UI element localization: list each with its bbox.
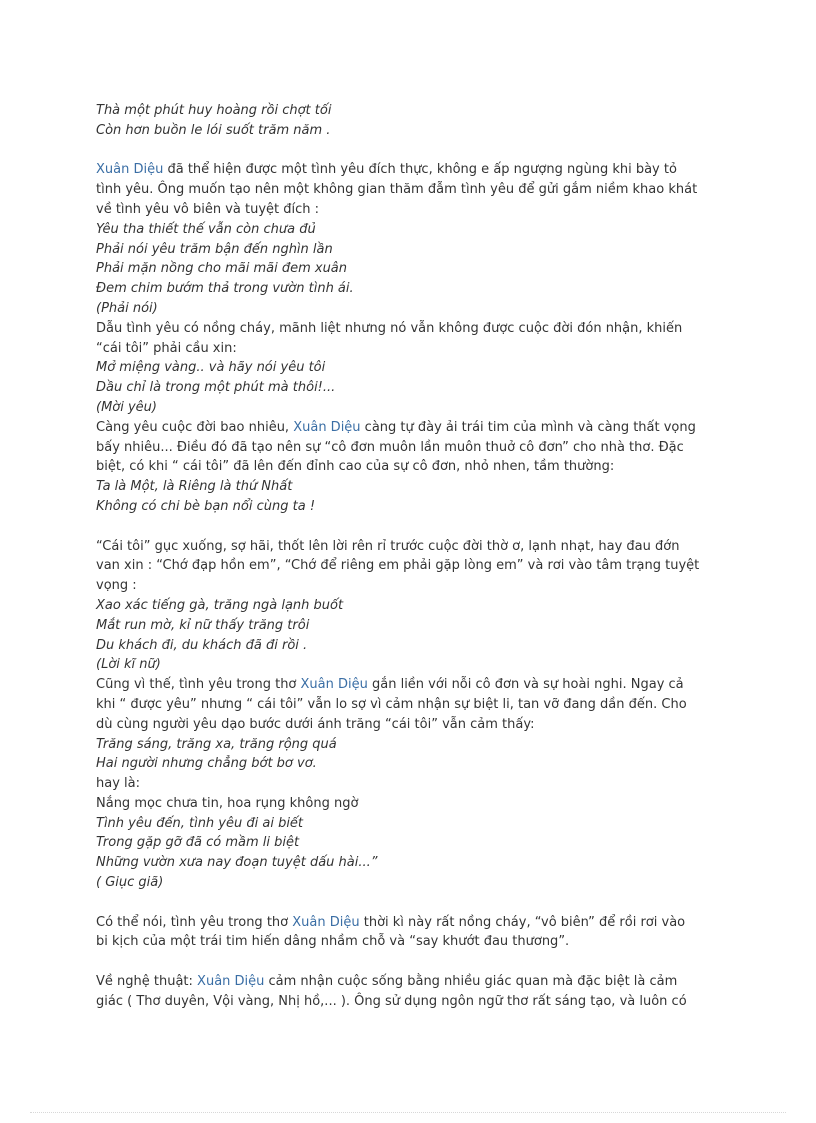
author-link[interactable]: Xuân Diệu bbox=[197, 974, 265, 990]
poem-line bbox=[96, 240, 726, 260]
text-span: (Mời yêu) bbox=[96, 399, 157, 415]
text-span: (Phải nói) bbox=[96, 300, 158, 316]
poem-line bbox=[96, 853, 726, 873]
author-link[interactable]: Xuân Diệu bbox=[292, 914, 360, 930]
text-span: Cũng vì thế, tình yêu trong thơ bbox=[96, 677, 301, 693]
text-line bbox=[96, 695, 726, 715]
text-span: Còn hơn buồn le lói suốt trăm năm . bbox=[96, 122, 331, 138]
paragraph-gap bbox=[96, 517, 726, 537]
page-bottom-divider bbox=[30, 1112, 786, 1113]
text-span: van xin : “Chớ đạp hồn em”, “Chớ để riêng em phải gặp lòng em” và rơi vào tâm trạng tuyệt bbox=[96, 558, 700, 574]
text-span: về tình yêu vô biên và tuyệt đích : bbox=[96, 201, 320, 217]
paragraph-gap bbox=[96, 952, 726, 972]
paragraph-gap bbox=[96, 893, 726, 913]
text-span: Trong gặp gỡ đã có mầm li biệt bbox=[96, 835, 300, 851]
text-span: tình yêu. Ông muốn tạo nên một không gian thăm đẫm tình yêu để gửi gắm niềm khao khát bbox=[96, 182, 698, 198]
text-span: Càng yêu cuộc đời bao nhiêu, bbox=[96, 419, 294, 435]
text-span: Không có chi bè bạn nổi cùng ta ! bbox=[96, 498, 316, 514]
text-span: Xao xác tiếng gà, trăng ngà lạnh buốt bbox=[96, 597, 344, 613]
text-span: Tình yêu đến, tình yêu đi ai biết bbox=[96, 815, 304, 831]
text-line bbox=[96, 319, 726, 339]
poem-line bbox=[96, 279, 726, 299]
author-link[interactable]: Xuân Diệu bbox=[300, 677, 368, 693]
text-span: biệt, có khi “ cái tôi” đã lên đến đỉnh cao của sự cô đơn, nhỏ nhen, tầm thường: bbox=[96, 459, 615, 475]
text-line bbox=[96, 418, 726, 438]
text-line bbox=[96, 913, 726, 933]
author-link[interactable]: Xuân Diệu bbox=[96, 162, 164, 178]
text-span: giác ( Thơ duyên, Vội vàng, Nhị hồ,... ). Ông sử dụng ngôn ngữ thơ rất sáng tạo, và luôn có bbox=[96, 993, 687, 1009]
text-line bbox=[96, 339, 726, 359]
text-span: “Cái tôi” gục xuống, sợ hãi, thốt lên lời rên rỉ trước cuộc đời thờ ơ, lạnh nhạt, hay đau đớn bbox=[96, 538, 680, 554]
text-span: Phải nói yêu trăm bận đến nghìn lần bbox=[96, 241, 333, 257]
poem-line bbox=[96, 497, 726, 517]
text-line bbox=[96, 774, 726, 794]
text-line bbox=[96, 160, 726, 180]
text-span: Mắt run mờ, kỉ nữ thấy trăng trôi bbox=[96, 617, 310, 633]
text-line bbox=[96, 972, 726, 992]
text-span: bi kịch của một trái tim hiến dâng nhầm chỗ và “say khướt đau thương”. bbox=[96, 934, 570, 950]
text-line bbox=[96, 794, 726, 814]
text-span: vọng : bbox=[96, 578, 137, 594]
text-span: hay là: bbox=[96, 776, 140, 792]
text-span: Dầu chỉ là trong một phút mà thôi!... bbox=[96, 380, 336, 396]
text-line bbox=[96, 537, 726, 557]
text-span: Trăng sáng, trăng xa, trăng rộng quá bbox=[96, 736, 337, 752]
text-span: Du khách đi, du khách đã đi rồi . bbox=[96, 637, 308, 653]
text-line bbox=[96, 932, 726, 952]
text-line bbox=[96, 992, 726, 1012]
text-line bbox=[96, 715, 726, 735]
text-span: càng tự đày ải trái tim của mình và càng thất vọng bbox=[360, 419, 696, 435]
document-body bbox=[96, 101, 726, 1012]
poem-line bbox=[96, 121, 726, 141]
text-line bbox=[96, 200, 726, 220]
author-link[interactable]: Xuân Diệu bbox=[293, 419, 361, 435]
poem-line bbox=[96, 833, 726, 853]
poem-line bbox=[96, 596, 726, 616]
poem-line bbox=[96, 873, 726, 893]
text-span: gắn liền với nỗi cô đơn và sự hoài nghi. Ngay cả bbox=[367, 677, 684, 693]
text-span: Thà một phút huy hoàng rồi chợt tối bbox=[96, 103, 332, 118]
poem-line bbox=[96, 220, 726, 240]
text-span: Nắng mọc chưa tin, hoa rụng không ngờ bbox=[96, 795, 359, 811]
text-span: Đem chim bướm thả trong vườn tình ái. bbox=[96, 281, 354, 297]
poem-line bbox=[96, 735, 726, 755]
poem-line bbox=[96, 101, 726, 121]
poem-line bbox=[96, 398, 726, 418]
text-span: cảm nhận cuộc sống bằng nhiều giác quan mà đặc biệt là cảm bbox=[264, 974, 678, 990]
text-span: thời kì này rất nồng cháy, “vô biên” để rồi rơi vào bbox=[359, 914, 686, 930]
text-span: bấy nhiêu... Điều đó đã tạo nên sự “cô đơn muôn lần muôn thuở cô đơn” cho nhà thơ. Đặc bbox=[96, 439, 684, 455]
poem-line bbox=[96, 378, 726, 398]
text-line bbox=[96, 576, 726, 596]
poem-line bbox=[96, 358, 726, 378]
text-span: “cái tôi” phải cầu xin: bbox=[96, 340, 237, 356]
text-line bbox=[96, 457, 726, 477]
text-span: Dẫu tình yêu có nồng cháy, mãnh liệt nhưng nó vẫn không được cuộc đời đón nhận, khiến bbox=[96, 320, 683, 336]
text-span: đã thể hiện được một tình yêu đích thực, không e ấp ngượng ngùng khi bày tỏ bbox=[163, 162, 677, 178]
poem-line bbox=[96, 477, 726, 497]
poem-line bbox=[96, 636, 726, 656]
text-span: Mở miệng vàng.. và hãy nói yêu tôi bbox=[96, 360, 326, 376]
text-line bbox=[96, 438, 726, 458]
text-span: khi “ được yêu” nhưng “ cái tôi” vẫn lo sợ vì cảm nhận sự biệt li, tan vỡ đang dần đến. Cho bbox=[96, 696, 687, 712]
poem-line bbox=[96, 616, 726, 636]
text-line bbox=[96, 556, 726, 576]
text-span: Những vườn xưa nay đoạn tuyệt dấu hài...” bbox=[96, 855, 378, 871]
text-span: Có thể nói, tình yêu trong thơ bbox=[96, 914, 293, 930]
text-span: Yêu tha thiết thế vẫn còn chưa đủ bbox=[96, 221, 316, 237]
text-line bbox=[96, 180, 726, 200]
poem-line bbox=[96, 299, 726, 319]
text-line bbox=[96, 675, 726, 695]
poem-line bbox=[96, 754, 726, 774]
text-span: dù cùng người yêu dạo bước dưới ánh trăng “cái tôi” vẫn cảm thấy: bbox=[96, 716, 535, 732]
text-span: (Lời kĩ nữ) bbox=[96, 657, 161, 673]
poem-line bbox=[96, 814, 726, 834]
text-span: ( Giục giã) bbox=[96, 875, 164, 891]
text-span: Về nghệ thuật: bbox=[96, 974, 198, 990]
text-span: Hai người nhưng chẳng bớt bơ vơ. bbox=[96, 756, 317, 772]
text-span: Phải mặn nồng cho mãi mãi đem xuân bbox=[96, 261, 348, 277]
poem-line bbox=[96, 655, 726, 675]
poem-line bbox=[96, 259, 726, 279]
text-span: Ta là Một, là Riêng là thứ Nhất bbox=[96, 479, 293, 495]
paragraph-gap bbox=[96, 141, 726, 161]
